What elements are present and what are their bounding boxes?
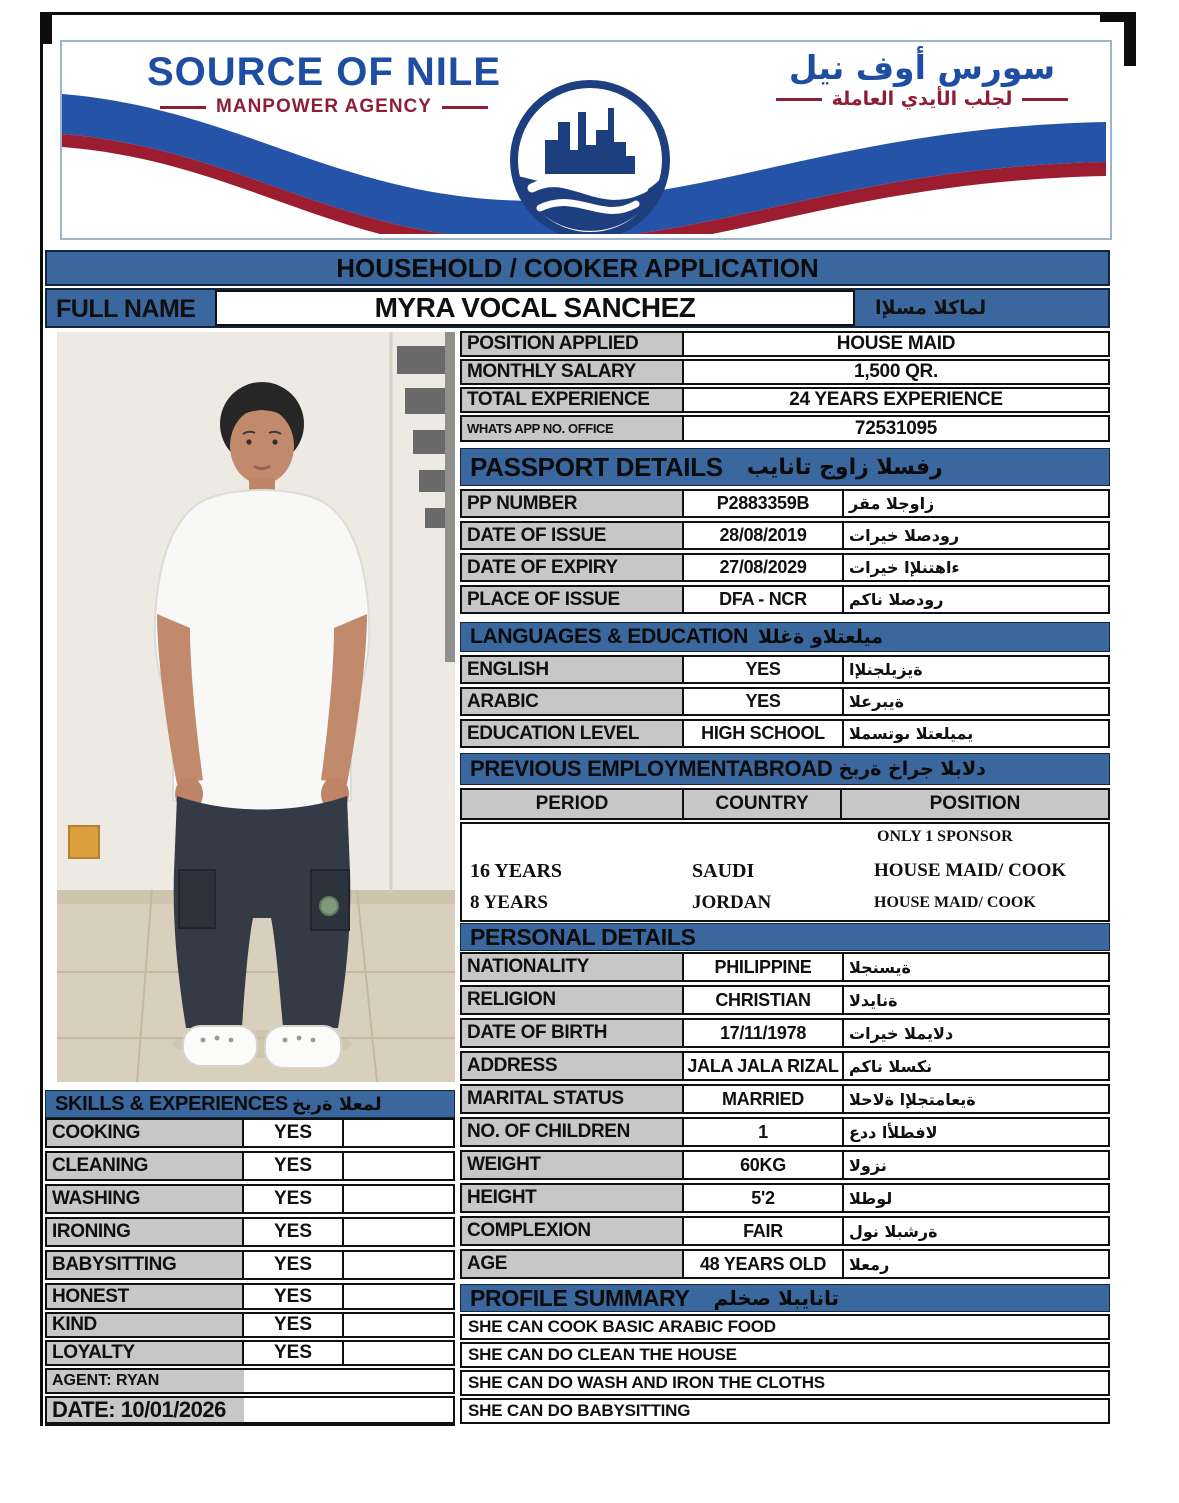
section-header-languages [460, 622, 1110, 652]
date-row [45, 1396, 455, 1426]
row-value: YES [244, 1252, 344, 1278]
tagline-rule [442, 106, 488, 109]
table-row [45, 1118, 455, 1148]
row-label: POSITION APPLIED [462, 333, 684, 355]
photo-wall-outlet [69, 826, 99, 858]
row-value: 5'2 [751, 1187, 775, 1208]
column-header-country: COUNTRY [684, 790, 842, 818]
table-row [45, 1312, 455, 1338]
frame-top-line [40, 12, 1136, 15]
table-row [45, 1340, 455, 1366]
row-value: 1,500 QR. [854, 361, 938, 382]
row-empty-cell [344, 1314, 453, 1336]
table-row [460, 1150, 1110, 1180]
employment-header-row [460, 788, 1110, 820]
employment-country: SAUDI [692, 860, 755, 882]
table-row [460, 489, 1110, 518]
row-value: 17/11/1978 [719, 1022, 807, 1043]
table-row [460, 1051, 1110, 1081]
section-header-personal [460, 923, 1110, 951]
row-value: YES [745, 659, 781, 679]
table-row [45, 1283, 455, 1310]
table-row [460, 415, 1110, 442]
row-value: YES [244, 1285, 344, 1308]
section-title: PREVIOUS EMPLOYMENTABROAD [470, 756, 833, 781]
row-arabic-label: دلايملا خيرات [842, 1020, 1108, 1046]
employment-position: HOUSE MAID/ COOK [874, 894, 1036, 911]
row-empty-cell [344, 1153, 453, 1179]
table-row [460, 1183, 1110, 1213]
document-title: HOUSEHOLD / COOKER APPLICATION [45, 250, 1110, 286]
table-row [45, 1250, 455, 1280]
section-header-passport [460, 448, 1110, 486]
table-row [460, 359, 1110, 385]
row-arabic-label: ةيبرعلا [842, 689, 1108, 714]
row-arabic-label: لوطلا [842, 1185, 1108, 1211]
row-arabic-label: يميلعتلا ىوتسملا [842, 721, 1108, 746]
table-row [460, 1249, 1110, 1279]
row-label: PP NUMBER [462, 491, 684, 516]
agency-brand-arabic [752, 48, 1092, 110]
column-header-period: PERIOD [462, 790, 684, 818]
row-label: WEIGHT [462, 1152, 684, 1178]
row-empty-cell [344, 1120, 453, 1146]
section-title-arabic: دلابلا جراخ ةربخ [838, 758, 986, 780]
table-row [460, 521, 1110, 550]
section-header-employment [460, 753, 1110, 785]
row-empty-cell [344, 1285, 453, 1308]
row-value: FAIR [743, 1220, 783, 1241]
employment-table-body [460, 822, 1110, 922]
agency-name-ar: سورس أوف نيل [788, 48, 1056, 87]
row-label: HEIGHT [462, 1185, 684, 1211]
row-label: ADDRESS [462, 1053, 684, 1079]
row-label: KIND [47, 1314, 244, 1336]
full-name-value: MYRA VOCAL SANCHEZ [215, 290, 855, 326]
section-title: SKILLS & EXPERIENCES [55, 1092, 288, 1115]
row-label: AGE [462, 1251, 684, 1277]
employment-position: HOUSE MAID/ COOK [874, 860, 1067, 881]
table-row [460, 687, 1110, 716]
row-label: BABYSITTING [47, 1252, 244, 1278]
row-label: HONEST [47, 1285, 244, 1308]
table-row [460, 553, 1110, 582]
row-value: HOUSE MAID [836, 333, 956, 354]
row-arabic-label: ةيسنجلا [842, 954, 1108, 980]
section-title-arabic: ميلعتلاو ةغللا [757, 626, 883, 648]
table-row [460, 985, 1110, 1015]
section-title: LANGUAGES & EDUCATION [470, 625, 748, 648]
section-title-arabic: تانايبلا صخلم [713, 1286, 839, 1310]
employment-period: 8 YEARS [470, 892, 548, 913]
table-row [460, 387, 1110, 413]
profile-summary-line: SHE CAN DO BABYSITTING [460, 1398, 1110, 1424]
row-label: DATE OF BIRTH [462, 1020, 684, 1046]
section-title: PASSPORT DETAILS [470, 451, 723, 482]
row-label: RELIGION [462, 987, 684, 1013]
row-value: JALA JALA RIZAL [687, 1055, 839, 1076]
row-arabic-label: نزولا [842, 1152, 1108, 1178]
row-arabic-label: ةيزيلجنلإا [842, 657, 1108, 682]
table-row [45, 1151, 455, 1181]
frame-corner-tl [40, 12, 52, 44]
row-label: IRONING [47, 1219, 244, 1245]
table-row [460, 1117, 1110, 1147]
row-arabic-label: رودصلا ناكم [842, 587, 1108, 612]
table-row [460, 719, 1110, 748]
agency-tagline-ar [752, 88, 1092, 110]
profile-summary-line: SHE CAN DO WASH AND IRON THE CLOTHS [460, 1370, 1110, 1396]
full-name-row [45, 288, 1110, 328]
agency-tagline-ar-text: لجلب الأيدي العاملة [831, 88, 1013, 110]
row-arabic-label: رودصلا خيرات [842, 523, 1108, 548]
row-value: 48 YEARS OLD [699, 1253, 827, 1274]
row-label: ARABIC [462, 689, 684, 714]
section-header-profile [460, 1284, 1110, 1312]
employment-country: JORDAN [692, 892, 772, 913]
section-title-arabic: رفسلا زاوج تانايب [746, 454, 943, 480]
row-label: DATE OF EXPIRY [462, 555, 684, 580]
row-arabic-label: ةرشبلا نول [842, 1218, 1108, 1244]
profile-summary-line: SHE CAN DO CLEAN THE HOUSE [460, 1342, 1110, 1368]
row-empty-cell [344, 1342, 453, 1364]
applicant-photo [57, 332, 455, 1082]
row-label: DATE OF ISSUE [462, 523, 684, 548]
section-header-skills [45, 1090, 455, 1118]
row-value: YES [244, 1219, 344, 1245]
row-value: YES [244, 1186, 344, 1212]
row-arabic-label: ةيعامتجلإا ةلاحلا [842, 1086, 1108, 1112]
row-label: TOTAL EXPERIENCE [462, 389, 684, 411]
full-name-label: FULL NAME [56, 295, 196, 323]
table-row [45, 1184, 455, 1214]
row-empty-cell [344, 1252, 453, 1278]
row-arabic-label: نكسلا ناكم [842, 1053, 1108, 1079]
row-value: YES [745, 691, 781, 711]
row-label: COOKING [47, 1120, 244, 1146]
table-row [460, 1018, 1110, 1048]
row-value: 60KG [740, 1154, 786, 1175]
row-label: CLEANING [47, 1153, 244, 1179]
row-label: COMPLEXION [462, 1218, 684, 1244]
row-value: 24 YEARS EXPERIENCE [789, 389, 1003, 410]
row-arabic-label: رمعلا [842, 1251, 1108, 1277]
row-value: 72531095 [854, 417, 938, 439]
row-arabic-label: ءاهتنلإا خيرات [842, 555, 1108, 580]
row-label: LOYALTY [47, 1342, 244, 1364]
table-row [460, 585, 1110, 614]
row-value: YES [244, 1314, 344, 1336]
row-value: YES [244, 1153, 344, 1179]
frame-left-line [40, 12, 43, 1426]
row-label: MONTHLY SALARY [462, 361, 684, 383]
row-label: PLACE OF ISSUE [462, 587, 684, 612]
row-value: 27/08/2029 [719, 557, 807, 577]
agency-tagline-en-text: MANPOWER AGENCY [216, 96, 432, 117]
row-label: ENGLISH [462, 657, 684, 682]
row-value: DFA - NCR [719, 589, 807, 609]
table-row [460, 1084, 1110, 1114]
tagline-rule [776, 98, 822, 101]
row-value: PHILIPPINE [714, 956, 812, 977]
employment-note: ONLY 1 SPONSOR [877, 828, 1013, 845]
date-line: DATE: 10/01/2026 [47, 1398, 244, 1422]
tagline-rule [1022, 98, 1068, 101]
row-label: EDUCATION LEVEL [462, 721, 684, 746]
row-value: 1 [758, 1121, 768, 1142]
table-row [460, 952, 1110, 982]
row-empty-cell [344, 1186, 453, 1212]
section-title: PROFILE SUMMARY [470, 1284, 690, 1311]
row-arabic-label: ةنايدلا [842, 987, 1108, 1013]
row-empty-cell [344, 1219, 453, 1245]
section-title: PERSONAL DETAILS [470, 923, 696, 950]
row-label: WASHING [47, 1186, 244, 1212]
employment-period: 16 YEARS [470, 860, 563, 882]
agent-line: AGENT: RYAN [47, 1370, 244, 1392]
row-value: 28/08/2019 [719, 525, 807, 545]
row-label: MARITAL STATUS [462, 1086, 684, 1112]
section-title-arabic: لمعلا ةربخ [291, 1093, 382, 1115]
column-header-position: POSITION [842, 790, 1108, 818]
row-label: NO. OF CHILDREN [462, 1119, 684, 1145]
row-label: NATIONALITY [462, 954, 684, 980]
full-name-label-arabic: لماكلا مسلإا [875, 297, 987, 319]
row-label: WHATS APP NO. OFFICE [462, 417, 684, 440]
row-value: YES [244, 1120, 344, 1146]
row-arabic-label: لافطلأا ددع [842, 1119, 1108, 1145]
table-row [460, 1216, 1110, 1246]
row-value: HIGH SCHOOL [701, 723, 825, 743]
table-row [460, 331, 1110, 357]
frame-corner-tr-arm [1100, 12, 1136, 22]
row-value: MARRIED [722, 1088, 804, 1109]
table-row [460, 655, 1110, 684]
tagline-rule [160, 106, 206, 109]
row-value: CHRISTIAN [715, 989, 811, 1010]
row-value: YES [244, 1342, 344, 1364]
row-value: P2883359B [716, 493, 810, 513]
agent-row [45, 1368, 455, 1394]
agency-brand-english [104, 50, 544, 118]
applicant-photo-graphic [57, 332, 455, 1082]
table-row [45, 1217, 455, 1247]
agency-tagline-en [104, 96, 544, 118]
profile-summary-line: SHE CAN COOK BASIC ARABIC FOOD [460, 1314, 1110, 1340]
row-arabic-label: زاوجلا مقر [842, 491, 1108, 516]
agency-header-banner [60, 40, 1112, 240]
agency-name-en: SOURCE OF NILE [146, 50, 502, 94]
